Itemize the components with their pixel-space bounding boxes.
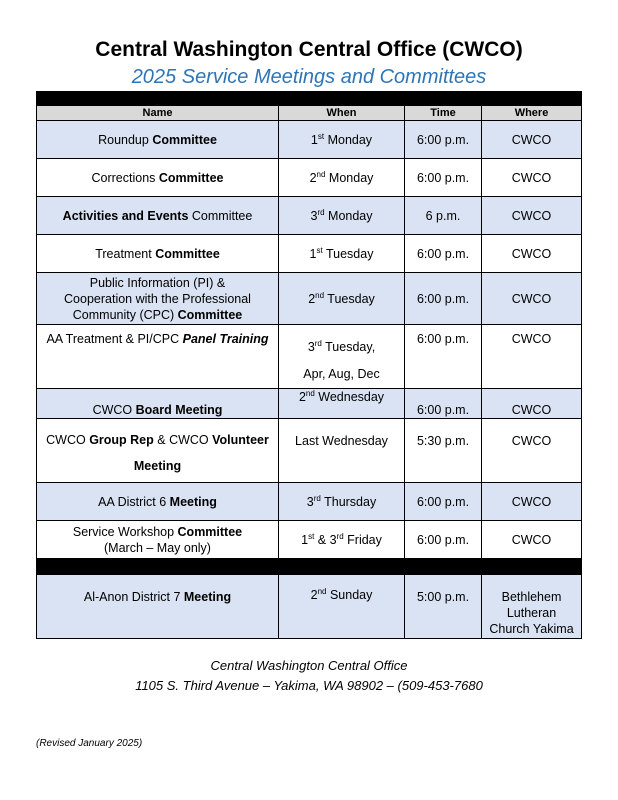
meeting-when: 1st Monday [279,121,405,159]
table-row [37,325,582,389]
table-top-bar [37,92,582,106]
meeting-time: 6:00 p.m. [405,325,482,389]
header-name: Name [37,106,279,121]
meeting-where: CWCO [482,159,582,197]
meeting-time: 6:00 p.m. [405,159,482,197]
table-separator [37,559,582,575]
meeting-time: 6:00 p.m. [405,483,482,521]
meeting-when: 2nd Wednesday [279,389,405,419]
meeting-name: CWCO Board Meeting [37,389,279,419]
meeting-when: 3rd Thursday [279,483,405,521]
meetings-table [36,91,582,639]
meeting-time: 5:00 p.m. [405,575,482,639]
table-row [37,521,582,559]
table-row [37,575,582,639]
meeting-name: Al-Anon District 7 Meeting [37,575,279,639]
meeting-where: Bethlehem Lutheran Church Yakima [482,575,582,639]
meeting-name: AA Treatment & PI/CPC Panel Training [37,325,279,389]
meeting-when: 1st & 3rd Friday [279,521,405,559]
meeting-name: Roundup Committee [37,121,279,159]
meeting-name: CWCO Group Rep & CWCO Volunteer Meeting [37,419,279,483]
meeting-where: CWCO [482,197,582,235]
meeting-when: 2nd Tuesday [279,273,405,325]
meeting-where: CWCO [482,419,582,483]
meeting-where: CWCO [482,483,582,521]
page-subtitle: 2025 Service Meetings and Committees [131,66,487,88]
table-row [37,197,582,235]
table-row [37,235,582,273]
meeting-time: 6:00 p.m. [405,235,482,273]
meeting-where: CWCO [482,389,582,419]
meeting-where: CWCO [482,325,582,389]
header-when: When [279,106,405,121]
header-time: Time [405,106,482,121]
revised-note: (Revised January 2025) [36,738,143,749]
meeting-time: 6 p.m. [405,197,482,235]
header-where: Where [482,106,582,121]
table-row [37,483,582,521]
meeting-when: 2nd Monday [279,159,405,197]
meeting-when: Last Wednesday [279,419,405,483]
meeting-name: Treatment Committee [37,235,279,273]
footer-address: 1105 S. Third Avenue – Yakima, WA 98902 – (509-453-7680 [135,678,483,693]
page-title: Central Washington Central Office (CWCO) [95,38,523,61]
footer-office-name: Central Washington Central Office [210,658,408,673]
meeting-time: 6:00 p.m. [405,389,482,419]
table-row [37,159,582,197]
table-row [37,389,582,419]
meeting-when: 1st Tuesday [279,235,405,273]
meeting-where: CWCO [482,121,582,159]
meeting-when: 2nd Sunday [279,575,405,639]
meeting-time: 5:30 p.m. [405,419,482,483]
table-row [37,121,582,159]
meeting-name: Corrections Committee [37,159,279,197]
meeting-name: Service Workshop Committee (March – May only) [37,521,279,559]
meeting-name: AA District 6 Meeting [37,483,279,521]
table-row [37,419,582,483]
meeting-name: Public Information (PI) & Cooperation with the Professional Community (CPC) Committee [37,273,279,325]
meeting-where: CWCO [482,235,582,273]
meeting-name: Activities and Events Committee [37,197,279,235]
meeting-when: 3rd Monday [279,197,405,235]
table-header-row [37,106,582,121]
meeting-time: 6:00 p.m. [405,273,482,325]
meeting-where: CWCO [482,521,582,559]
meeting-time: 6:00 p.m. [405,521,482,559]
meeting-time: 6:00 p.m. [405,121,482,159]
meeting-when: 3rd Tuesday, Apr, Aug, Dec [279,325,405,389]
meeting-where: CWCO [482,273,582,325]
table-row [37,273,582,325]
